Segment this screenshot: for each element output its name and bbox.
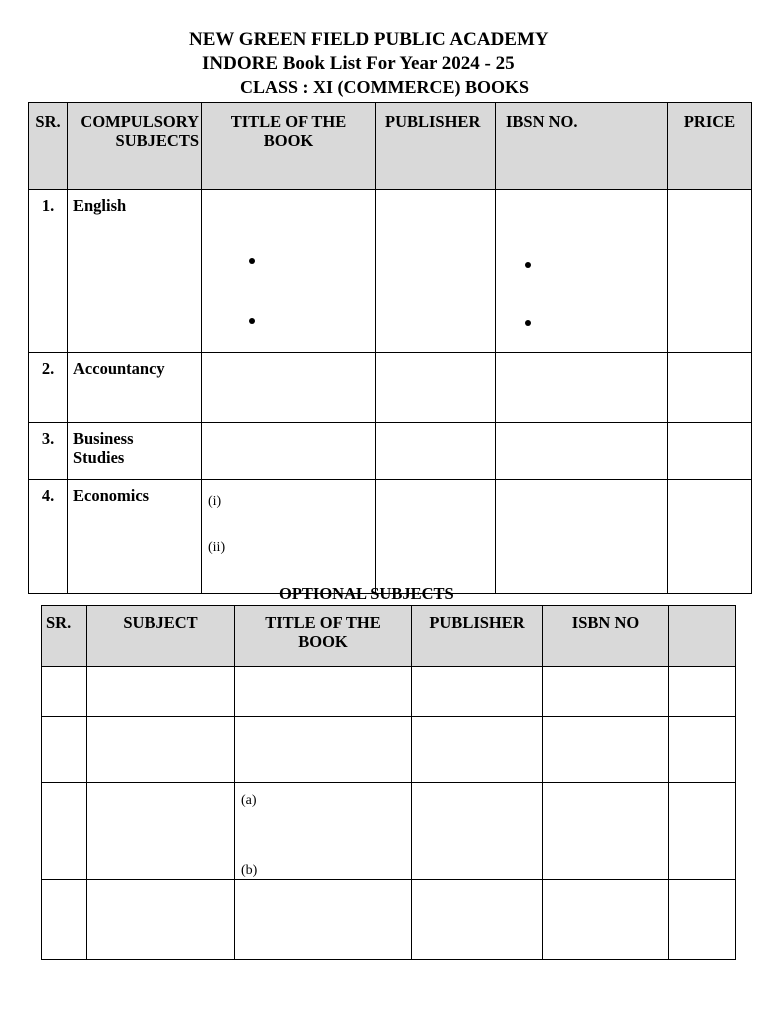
publisher-cell [376,190,496,353]
header-subjects-line2: SUBJECTS [115,131,199,150]
optional-subjects-heading: OPTIONAL SUBJECTS [279,584,454,603]
item-marker: (i) [208,494,222,509]
sr-cell: 1. [29,190,68,353]
header-subjects-line1: COMPULSORY [80,112,199,131]
publisher-cell [412,783,543,880]
table-header-row [42,606,736,667]
title-cell [202,423,376,480]
isbn-cell [496,480,668,594]
sr-cell: 3. [29,423,68,480]
book-list-year: INDORE Book List For Year 2024 - 25 [202,53,515,74]
bullet-icon [249,318,255,324]
sr-cell [42,880,87,960]
header-sr: SR. [42,606,87,667]
subject-cell [68,423,202,480]
table-row [42,880,736,960]
publisher-cell [376,423,496,480]
subject-cell [87,880,235,960]
table-row [42,717,736,783]
isbn-cell [543,783,669,880]
title-cell [202,353,376,423]
subject-line2: Studies [73,448,125,467]
subject-cell [87,717,235,783]
price-cell [668,353,752,423]
sr-cell [42,717,87,783]
item-marker: (ii) [208,540,226,555]
bullet-icon [525,262,531,268]
price-cell [668,190,752,353]
header-isbn: ISBN NO [543,606,669,667]
publisher-cell [412,880,543,960]
school-name: NEW GREEN FIELD PUBLIC ACADEMY [189,29,549,50]
publisher-cell [376,480,496,594]
header-title-line1: TITLE OF THE [265,613,381,632]
header-title-line2: BOOK [298,632,348,651]
isbn-cell [543,667,669,717]
blank-cell [669,783,736,880]
item-marker: (b) [241,863,258,878]
header-subject: SUBJECT [87,606,235,667]
class-title: CLASS : XI (COMMERCE) BOOKS [240,77,530,97]
subject-line1: Business [73,429,134,448]
header-title-line2: BOOK [263,131,314,150]
blank-cell [669,880,736,960]
publisher-cell [412,717,543,783]
isbn-cell [496,423,668,480]
table-header-row [29,103,752,190]
table-row [42,783,736,880]
publisher-cell [412,667,543,717]
header-title-line1: TITLE OF THE [230,112,347,131]
title-cell [235,880,412,960]
optional-books-table [41,605,736,960]
subject-cell [87,783,235,880]
isbn-cell [543,880,669,960]
isbn-cell [496,353,668,423]
item-marker: (a) [241,793,257,808]
table-row [29,423,752,480]
subject-cell: Economics [68,480,202,594]
header-price: PRICE [668,103,752,190]
header-title-of-book [235,606,412,667]
publisher-cell [376,353,496,423]
blank-cell [669,717,736,783]
header-publisher: PUBLISHER [412,606,543,667]
table-row [29,353,752,423]
price-cell [668,480,752,594]
subject-cell: Accountancy [68,353,202,423]
header-blank [669,606,736,667]
sr-cell [42,667,87,717]
price-cell [668,423,752,480]
header-compulsory-subjects [68,103,202,190]
title-cell [235,717,412,783]
title-cell [202,480,376,594]
header-isbn: IBSN NO. [496,103,668,190]
isbn-cell [543,717,669,783]
header-title-of-book [202,103,376,190]
subject-cell [87,667,235,717]
sr-cell [42,783,87,880]
sr-cell: 2. [29,353,68,423]
sr-cell: 4. [29,480,68,594]
header-publisher: PUBLISHER [376,103,496,190]
compulsory-books-table [28,102,752,594]
header-sr: SR. [29,103,68,190]
table-row [29,480,752,594]
table-row [42,667,736,717]
table-row [29,190,752,353]
bullet-icon [525,320,531,326]
subject-cell: English [68,190,202,353]
title-cell [235,667,412,717]
isbn-cell [496,190,668,353]
title-cell [202,190,376,353]
bullet-icon [249,258,255,264]
blank-cell [669,667,736,717]
title-cell [235,783,412,880]
